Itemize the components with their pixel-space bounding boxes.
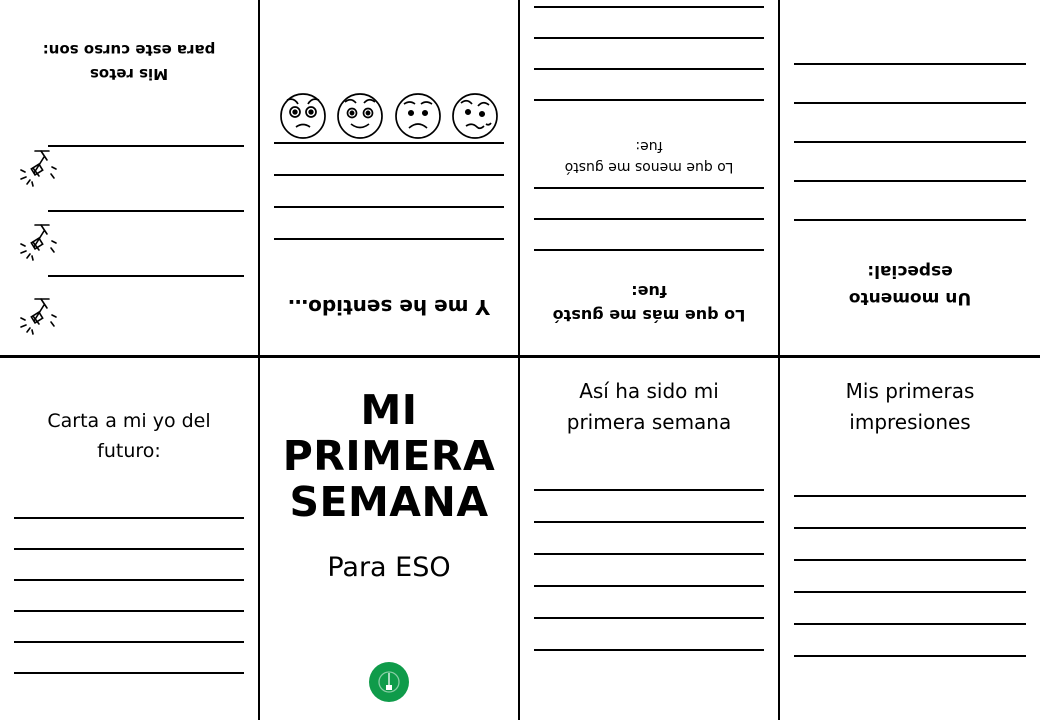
writing-line[interactable] (274, 206, 504, 237)
brand-logo[interactable] (369, 662, 409, 702)
writing-line[interactable] (534, 620, 764, 651)
microscope-icon (16, 217, 60, 261)
writing-lines-gusto-mas (534, 187, 764, 279)
retos-icon-column (16, 143, 60, 335)
heading-line: futuro: (97, 440, 161, 463)
panel-mis-primeras-impresiones (780, 358, 1040, 720)
writing-line[interactable] (794, 180, 1026, 218)
writing-line[interactable] (14, 551, 244, 581)
panel-heading-semana (534, 376, 764, 438)
panel-heading-retos (14, 38, 244, 86)
heading-line: Un momento (848, 288, 972, 308)
face-worried-icon (448, 88, 502, 142)
panel-heading-carta (14, 406, 244, 467)
heading-line: primera semana (566, 410, 732, 434)
label-line: Lo que menos me gustó (564, 159, 734, 175)
writing-line[interactable] (534, 588, 764, 619)
writing-line[interactable] (14, 613, 244, 643)
writing-line[interactable] (534, 249, 764, 279)
panel-y-me-he-sentido (260, 0, 520, 358)
writing-line[interactable] (794, 626, 1026, 657)
label-lo-que-menos (534, 135, 764, 177)
writing-line[interactable] (274, 238, 504, 269)
face-sad-icon (391, 88, 445, 142)
writing-line[interactable] (794, 530, 1026, 561)
writing-line[interactable] (794, 562, 1026, 593)
writing-line[interactable] (48, 145, 244, 209)
writing-line[interactable] (534, 492, 764, 523)
writing-lines-momento (794, 63, 1026, 257)
writing-line[interactable] (14, 520, 244, 550)
face-happy-icon (333, 88, 387, 142)
writing-line[interactable] (534, 218, 764, 248)
panel-cover (260, 358, 520, 720)
writing-line[interactable] (794, 498, 1026, 529)
page-title: MI PRIMERA SEMANA (282, 386, 496, 526)
panel-asi-ha-sido-mi-primera-semana (520, 358, 780, 720)
writing-lines-gusto-menos (534, 6, 764, 129)
face-surprised-icon (276, 88, 330, 142)
heading-line: Lo que más me gustó fue: (552, 282, 746, 325)
panel-heading-gustos (534, 279, 764, 327)
page-subtitle: Para ESO (327, 551, 451, 583)
writing-line[interactable] (14, 489, 244, 519)
writing-line[interactable] (794, 141, 1026, 179)
writing-lines-retos (48, 145, 244, 339)
writing-line[interactable] (794, 219, 1026, 257)
heading-line: especial: (867, 260, 953, 281)
writing-line[interactable] (534, 524, 764, 555)
writing-line[interactable] (14, 582, 244, 612)
heading-line: Mis primeras (845, 379, 975, 403)
writing-line[interactable] (534, 187, 764, 217)
writing-line[interactable] (274, 142, 504, 173)
writing-line[interactable] (274, 174, 504, 205)
panel-heading-impresiones (794, 376, 1026, 438)
writing-lines-impresiones (794, 466, 1026, 657)
writing-line[interactable] (794, 102, 1026, 140)
writing-line[interactable] (534, 6, 764, 36)
microscope-icon (16, 291, 60, 335)
heading-line: Mis retos (89, 65, 169, 83)
panel-heading-momento (794, 257, 1026, 311)
writing-lines-sentido (274, 142, 504, 269)
writing-lines-carta (14, 489, 244, 674)
heading-line: Así ha sido mi (579, 379, 719, 403)
writing-line[interactable] (794, 466, 1026, 497)
panel-carta-futuro (0, 358, 260, 720)
writing-line[interactable] (48, 275, 244, 339)
writing-line[interactable] (14, 644, 244, 674)
writing-line[interactable] (534, 37, 764, 67)
microscope-icon (16, 143, 60, 187)
writing-line[interactable] (534, 460, 764, 491)
writing-line[interactable] (534, 68, 764, 98)
heading-line: impresiones (849, 410, 971, 434)
writing-line[interactable] (534, 99, 764, 129)
logo-mark-icon (376, 669, 402, 695)
panel-un-momento-especial (780, 0, 1040, 358)
panel-lo-que-mas-menos (520, 0, 780, 358)
panel-heading-sentido: Y me he sentido… (288, 295, 490, 319)
writing-lines-semana (534, 460, 764, 651)
writing-line[interactable] (48, 210, 244, 274)
writing-line[interactable] (794, 63, 1026, 101)
heading-line: para este curso son: (42, 41, 216, 59)
writing-line[interactable] (534, 556, 764, 587)
writing-line[interactable] (794, 594, 1026, 625)
emoji-face-row (274, 84, 504, 142)
panel-mis-retos (0, 0, 260, 358)
heading-line: Carta a mi yo del (47, 410, 211, 432)
label-line: fue: (635, 138, 663, 154)
